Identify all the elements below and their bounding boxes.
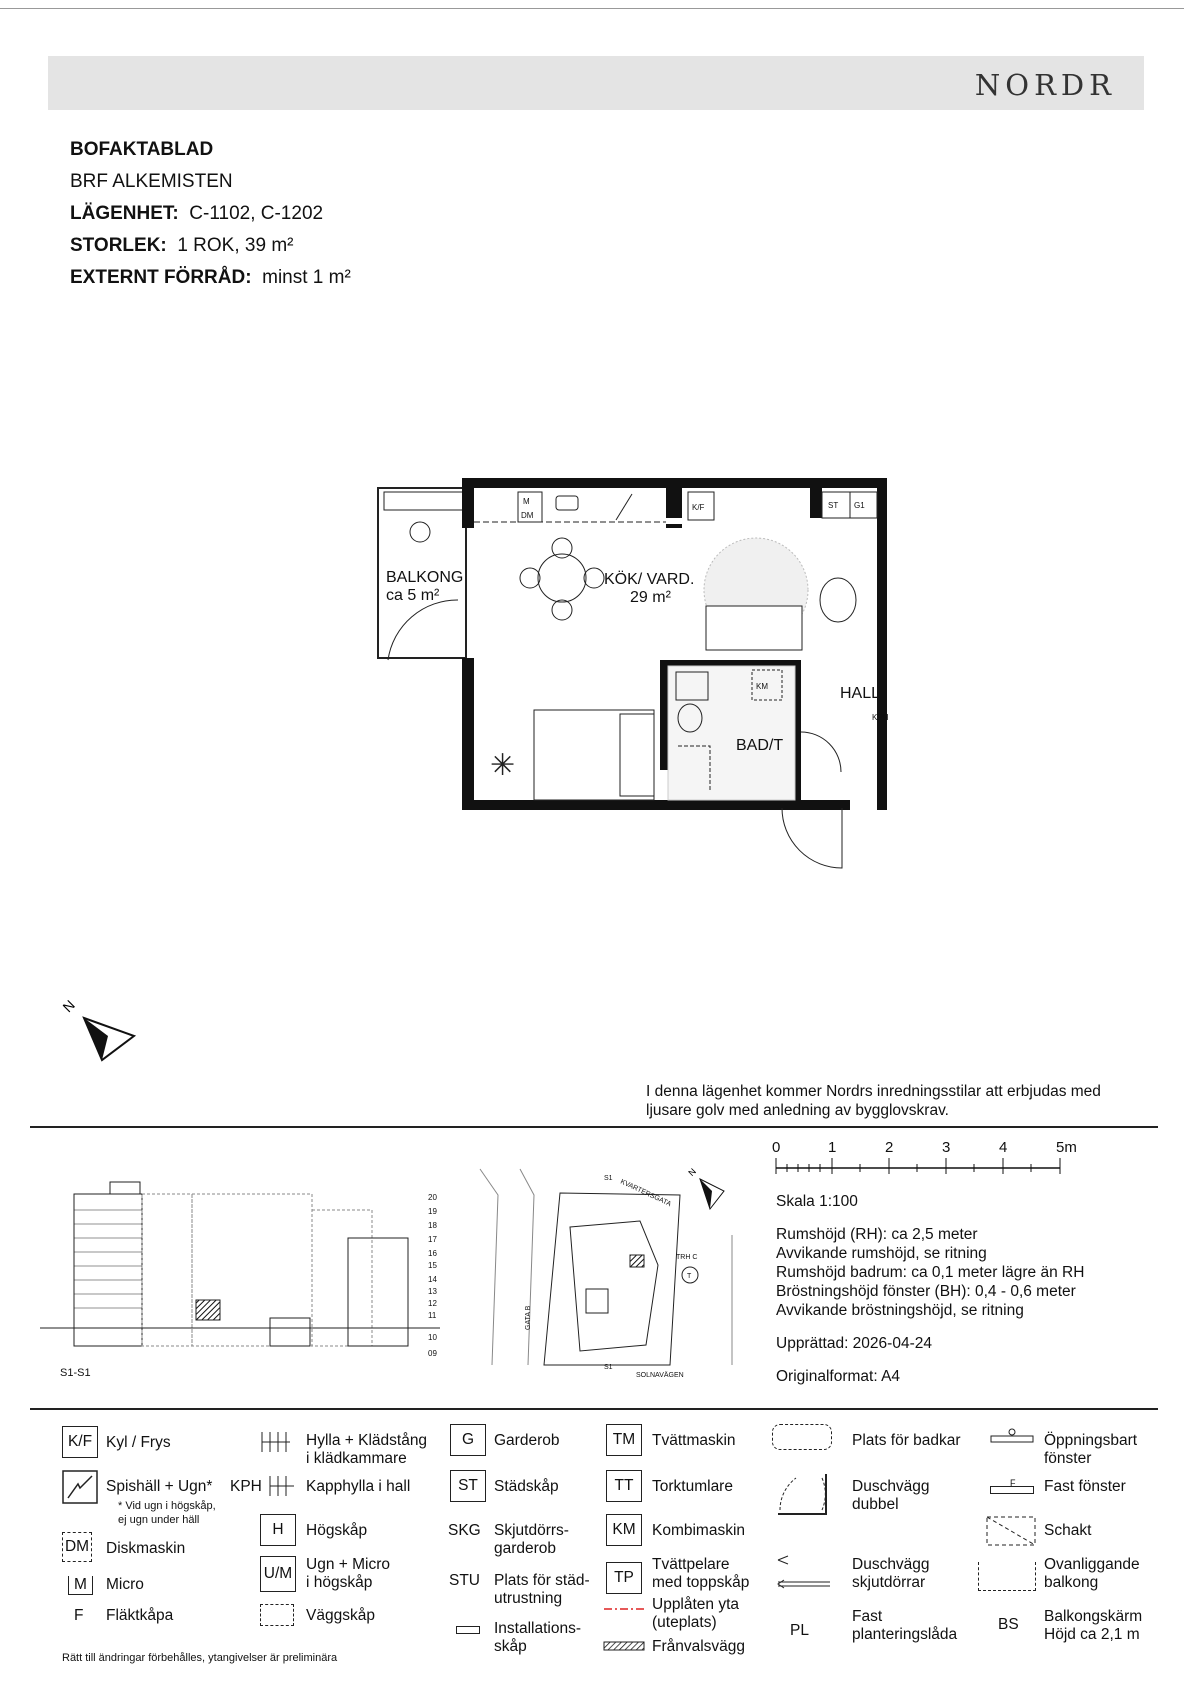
doc-title: BOFAKTABLAD [70, 139, 214, 160]
legend-vagg-text: Väggskåp [306, 1607, 375, 1624]
legend-duschskj-text2: skjutdörrar [852, 1574, 926, 1591]
shower-double-icon [774, 1470, 834, 1520]
site-north-icon [686, 1166, 724, 1209]
floor-18: 18 [428, 1221, 437, 1230]
legend-upp-text1: Upplåten yta [652, 1596, 740, 1613]
legend-upp-text2: (uteplats) [652, 1614, 717, 1631]
scale-tick-4: 4 [999, 1139, 1008, 1156]
t-label: T [687, 1273, 692, 1280]
wall-cabinet-icon [260, 1604, 294, 1626]
legend-skg-symbol: SKG [448, 1522, 481, 1539]
scale-bar [772, 1138, 1102, 1178]
legend-stu-text1: Plats för städ- [494, 1572, 590, 1589]
site-plan [470, 1155, 750, 1395]
legend-g-text: Garderob [494, 1432, 560, 1449]
legend-hylla-text1: Hylla + Klädstång [306, 1432, 428, 1449]
svg-text:✳: ✳ [490, 749, 516, 782]
optional-wall-icon [604, 1642, 644, 1650]
scale-tick-1: 1 [828, 1139, 837, 1156]
tag-km: KM [756, 682, 768, 691]
room-bad: BAD/T [736, 737, 784, 754]
legend-inst-text1: Installations- [494, 1620, 582, 1637]
legend-tp-text1: Tvättpelare [652, 1556, 730, 1573]
balcony-above-icon [978, 1562, 1036, 1591]
legend-skg-text1: Skjutdörrs- [494, 1522, 569, 1539]
legend-stu-text2: utrustning [494, 1590, 563, 1607]
divider-bottom [30, 1408, 1158, 1410]
openable-window-icon [990, 1426, 1034, 1446]
legend-h-symbol: H [260, 1514, 296, 1546]
site-s1-bottom: S1 [604, 1364, 613, 1371]
legend-oppn-text2: fönster [1044, 1450, 1092, 1467]
street-gata-b: GATA B [525, 1305, 532, 1330]
header-band [48, 56, 1144, 110]
scale-label: Skala 1:100 [776, 1193, 858, 1210]
legend-schakt-text: Schakt [1044, 1522, 1092, 1539]
legend-g-symbol: G [450, 1424, 486, 1456]
stove-icon [62, 1470, 98, 1504]
fact-rh: Rumshöjd (RH): ca 2,5 meter [776, 1226, 978, 1243]
legend-h-text: Högskåp [306, 1522, 368, 1539]
apartment-info [70, 134, 351, 294]
legend-m-text: Micro [106, 1576, 144, 1593]
floor-10: 10 [428, 1333, 437, 1342]
street-kvartersgata: KVARTERSGATA [619, 1178, 673, 1209]
legend-ovan-text2: balkong [1044, 1574, 1099, 1591]
interior-note: I denna lägenhet kommer Nordrs inredningsstilar att erbjudas med ljusare golv med anledning av bygglovskrav. [646, 1083, 1101, 1119]
tag-kf: K/F [692, 503, 705, 512]
section-drawing [40, 1170, 460, 1370]
tag-kph: KPH [872, 713, 889, 722]
legend-bs-text2: Höjd ca 2,1 m [1044, 1626, 1140, 1643]
building-facts [776, 1192, 1084, 1386]
svg-text:N: N [59, 996, 78, 1016]
storage-label: EXTERNT FÖRRÅD: [70, 267, 252, 288]
tag-m: M [523, 497, 530, 506]
legend-km-symbol: KM [606, 1514, 642, 1546]
fixed-window-icon [990, 1486, 1034, 1494]
trh-label: TRH C [676, 1254, 698, 1261]
fact-bath: Rumshöjd badrum: ca 0,1 meter lägre än RH [776, 1264, 1085, 1281]
scale-tick-5: 5m [1056, 1139, 1077, 1156]
legend-um-text1: Ugn + Micro [306, 1556, 390, 1573]
legend-um-text2: i högskåp [306, 1574, 373, 1591]
legend-stu-symbol: STU [449, 1572, 480, 1589]
legend-oppn-text1: Öppningsbart [1044, 1432, 1138, 1449]
legend-inst-text2: skåp [494, 1638, 527, 1655]
legend-spis-note2: ej ugn under häll [118, 1514, 200, 1526]
legend-pl-text1: Fast [852, 1608, 883, 1625]
floor-19: 19 [428, 1207, 437, 1216]
scale-tick-3: 3 [942, 1139, 951, 1156]
legend-st-text: Städskåp [494, 1478, 559, 1495]
legend-spis-text: Spishäll + Ugn* [106, 1478, 213, 1495]
legend-skg-text2: garderob [494, 1540, 557, 1557]
floor-17: 17 [428, 1235, 437, 1244]
tag-dm: DM [521, 511, 534, 520]
floor-15: 15 [428, 1261, 437, 1270]
fact-bh-dev: Avvikande bröstningshöjd, se ritning [776, 1302, 1024, 1319]
floor-13: 13 [428, 1287, 437, 1296]
coat-shelf-icon [268, 1474, 298, 1498]
legend-tt-symbol: TT [606, 1470, 642, 1502]
floor-09: 09 [428, 1349, 437, 1358]
room-balkong-area: ca 5 m² [386, 587, 440, 604]
fact-date: Upprättad: 2026-04-24 [776, 1335, 932, 1352]
apartment-value: C-1102, C-1202 [189, 203, 324, 224]
floor-plan [370, 470, 930, 890]
legend-tt-text: Torktumlare [652, 1478, 733, 1495]
north-arrow-icon [59, 996, 142, 1066]
tag-g1: G1 [854, 501, 865, 510]
top-rule [0, 8, 1184, 9]
legend-st-symbol: ST [450, 1470, 486, 1502]
shaft-icon [986, 1516, 1036, 1546]
legend-km-text: Kombimaskin [652, 1522, 746, 1539]
divider-top [30, 1126, 1158, 1128]
site-s1-top: S1 [604, 1175, 613, 1182]
legend-tm-text: Tvättmaskin [652, 1432, 736, 1449]
tag-st: ST [828, 501, 839, 510]
legend-spis-note1: * Vid ugn i högskåp, [118, 1500, 216, 1512]
legend-tm-symbol: TM [606, 1424, 642, 1456]
fact-bh: Bröstningshöjd fönster (BH): 0,4 - 0,6 meter [776, 1283, 1076, 1300]
legend-badkar-text: Plats för badkar [852, 1432, 961, 1449]
fact-format: Originalformat: A4 [776, 1368, 901, 1385]
fact-rh-dev: Avvikande rumshöjd, se ritning [776, 1245, 987, 1262]
apartment-label: LÄGENHET: [70, 203, 179, 224]
legend-tp-text2: med toppskåp [652, 1574, 750, 1591]
legend-ovan-text1: Ovanliggande [1044, 1556, 1140, 1573]
legend-bs-symbol: BS [998, 1616, 1019, 1633]
legend-kf-symbol: K/F [62, 1426, 98, 1458]
legend-dm-symbol: DM [62, 1532, 92, 1562]
legend-fran-text: Frånvalsvägg [652, 1638, 746, 1655]
footer-disclaimer: Rätt till ändringar förbehålles, ytangivelser är preliminära [62, 1652, 338, 1664]
legend-fast-text: Fast fönster [1044, 1478, 1126, 1495]
svg-text:N: N [686, 1166, 699, 1179]
legend-um-symbol: U/M [260, 1556, 296, 1592]
legend-tp-symbol: TP [606, 1562, 642, 1594]
bathtub-icon [772, 1424, 832, 1450]
shower-sliding-icon [774, 1550, 834, 1590]
legend-f-text: Fläktkåpa [106, 1607, 174, 1624]
room-balkong: BALKONG [386, 569, 464, 586]
floor-11: 11 [428, 1311, 437, 1320]
legend-dusch2-text1: Duschvägg [852, 1478, 930, 1495]
leased-area-line-icon [604, 1606, 646, 1612]
legend-f-symbol: F [74, 1607, 84, 1624]
floor-12: 12 [428, 1299, 437, 1308]
room-kok-area: 29 m² [630, 589, 671, 606]
legend-kf-text: Kyl / Frys [106, 1434, 171, 1451]
shelf-rail-icon [260, 1430, 294, 1454]
scale-tick-2: 2 [885, 1139, 894, 1156]
legend-fast-symbol: F [1010, 1478, 1016, 1488]
room-hall: HALL [840, 685, 881, 702]
street-solnavagen: SOLNAVÄGEN [636, 1372, 684, 1379]
legend-dm-text: Diskmaskin [106, 1540, 186, 1557]
legend-pl-text2: planteringslåda [852, 1626, 958, 1643]
nordr-logo: NORDR [974, 68, 1116, 102]
size-value: 1 ROK, 39 m² [177, 235, 294, 256]
size-label: STORLEK: [70, 235, 167, 256]
floor-14: 14 [428, 1275, 437, 1284]
legend-dusch2-text2: dubbel [852, 1496, 899, 1513]
storage-value: minst 1 m² [262, 267, 351, 288]
legend-m-symbol: M [68, 1576, 93, 1595]
section-label: S1-S1 [60, 1367, 91, 1379]
legend-hylla-text2: i klädkammare [306, 1450, 407, 1467]
brf-name: BRF ALKEMISTEN [70, 171, 233, 192]
legend-kph-symbol: KPH [230, 1478, 262, 1495]
installation-cabinet-icon [456, 1626, 480, 1634]
legend-kph-text: Kapphylla i hall [306, 1478, 411, 1495]
legend-pl-symbol: PL [790, 1622, 809, 1639]
floor-20: 20 [428, 1193, 437, 1202]
legend-duschskj-text1: Duschvägg [852, 1556, 930, 1573]
scale-tick-0: 0 [772, 1139, 781, 1156]
room-kok: KÖK/ VARD. [604, 571, 695, 588]
floor-16: 16 [428, 1249, 437, 1258]
legend-bs-text1: Balkongskärm [1044, 1608, 1143, 1625]
